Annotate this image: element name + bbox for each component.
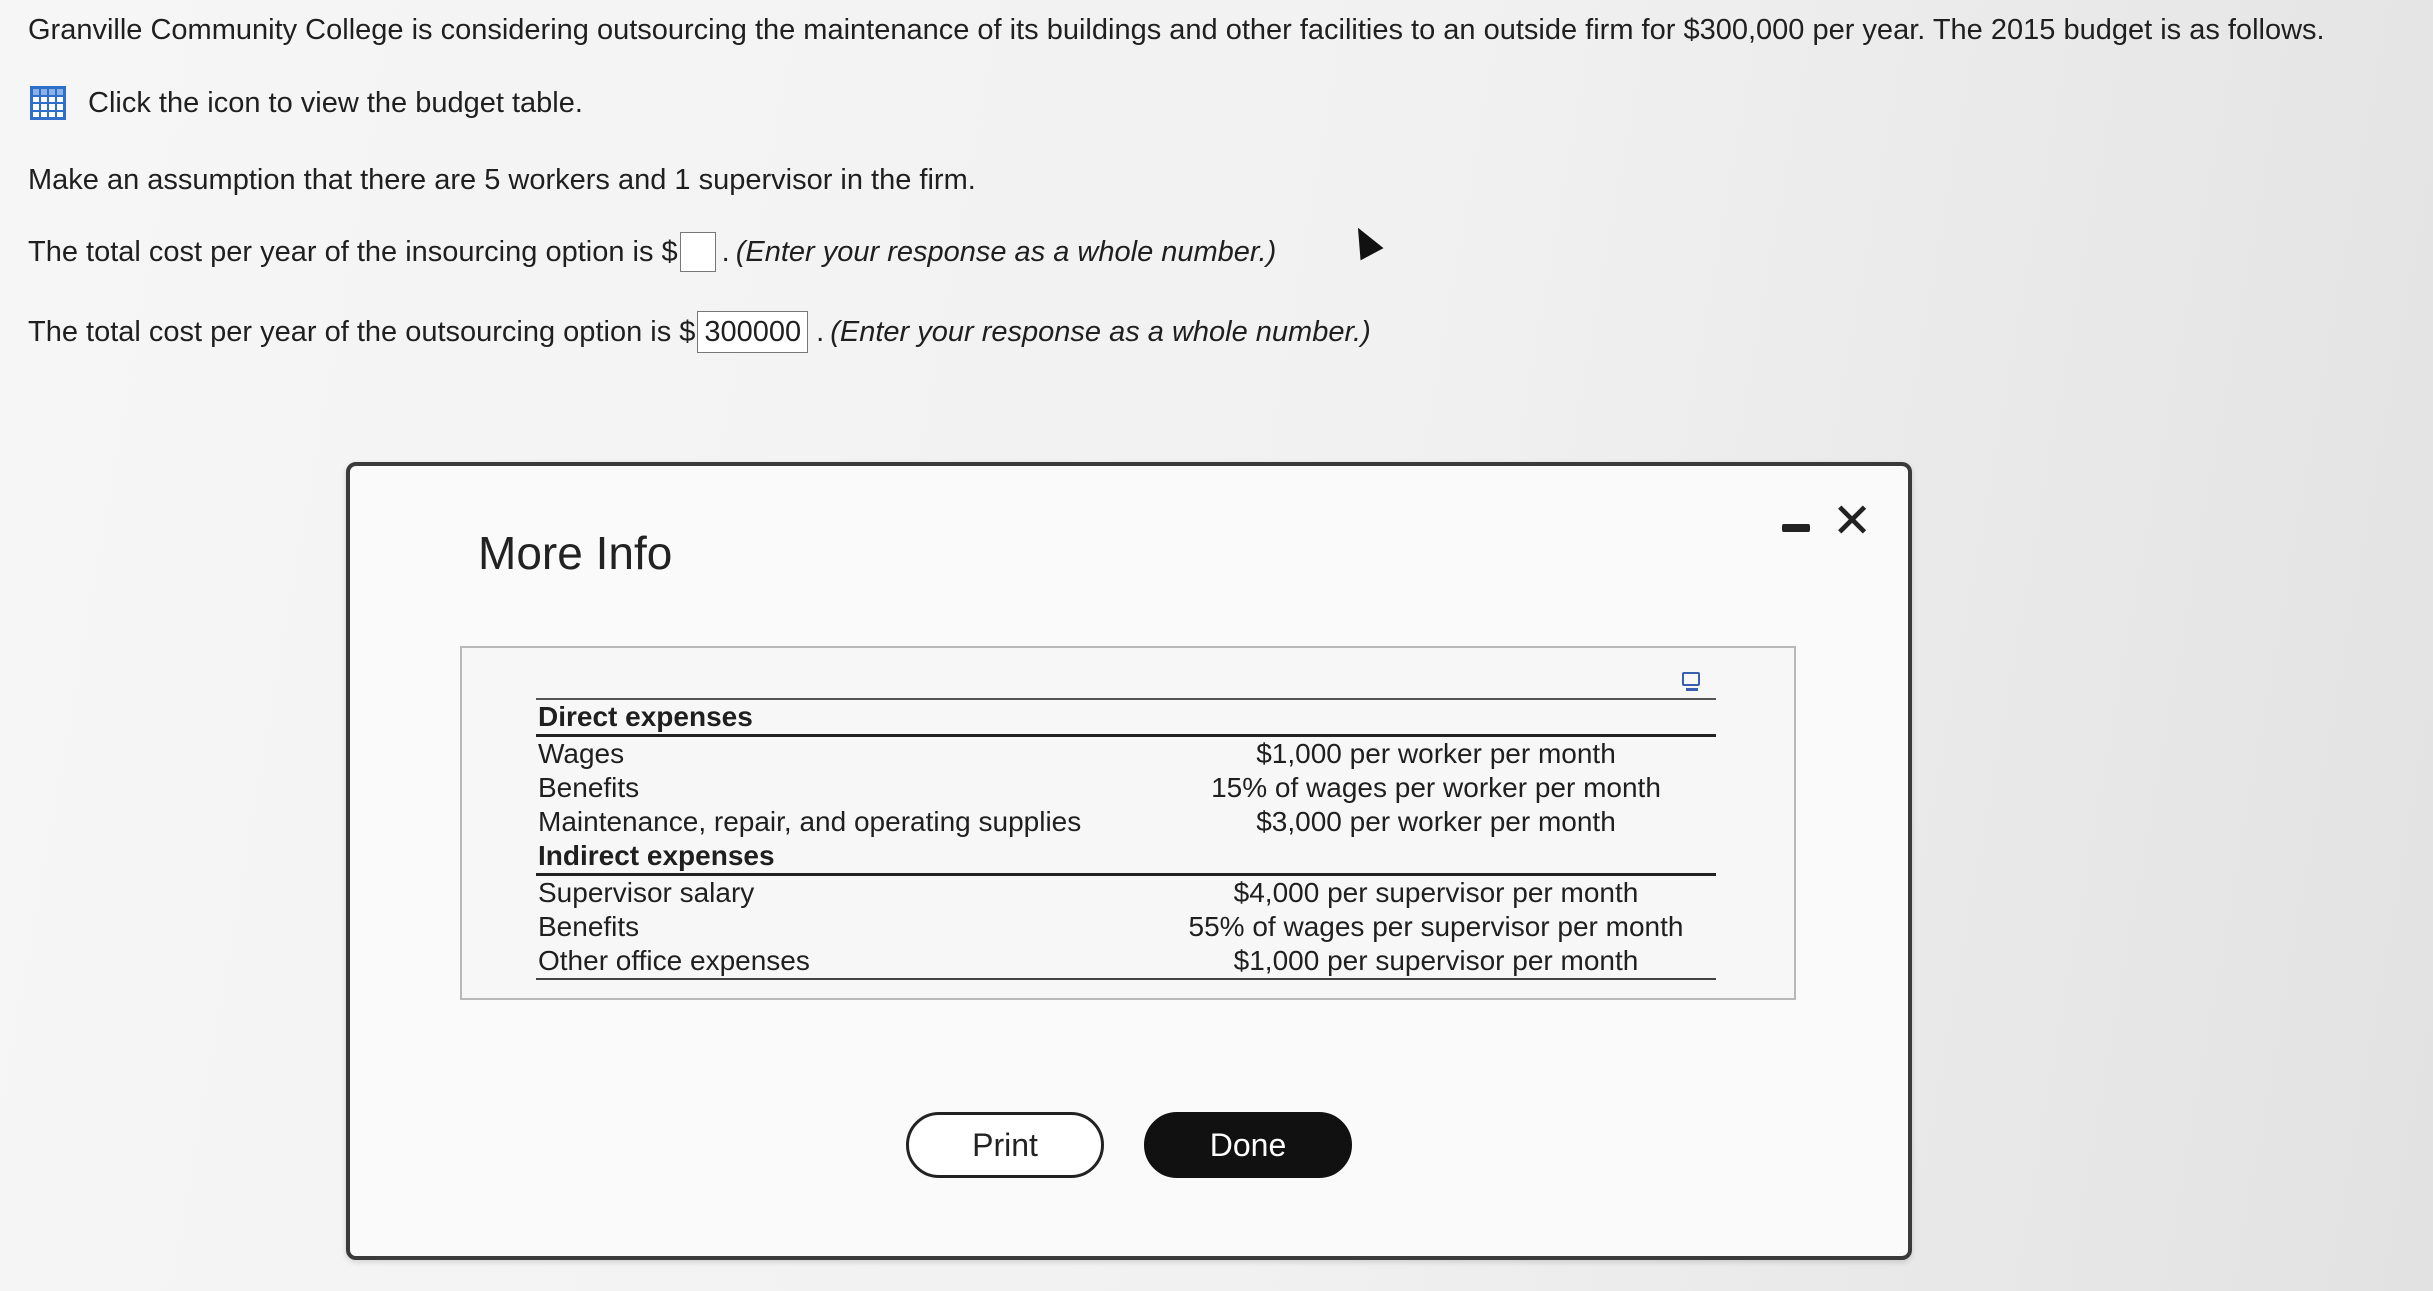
view-table-link[interactable] bbox=[30, 86, 583, 120]
section-header-indirect: Indirect expenses bbox=[536, 839, 1716, 875]
expand-icon[interactable] bbox=[1682, 672, 1700, 686]
table-row bbox=[536, 875, 1716, 911]
dialog-title: More Info bbox=[478, 527, 673, 579]
row-label: Other office expenses bbox=[536, 944, 1154, 979]
minimize-icon[interactable] bbox=[1782, 524, 1810, 532]
view-table-label: Click the icon to view the budget table. bbox=[88, 86, 583, 119]
insourcing-answer-input[interactable] bbox=[680, 232, 716, 272]
table-grid-icon[interactable] bbox=[30, 86, 66, 120]
row-value: $1,000 per supervisor per month bbox=[1154, 944, 1716, 979]
budget-table bbox=[536, 698, 1716, 980]
insourcing-hint: (Enter your response as a whole number.) bbox=[735, 235, 1277, 268]
table-row bbox=[536, 910, 1716, 944]
table-row bbox=[536, 771, 1716, 805]
table-row bbox=[536, 736, 1716, 772]
table-section-header bbox=[536, 839, 1716, 875]
table-section-header bbox=[536, 699, 1716, 736]
row-value: 55% of wages per supervisor per month bbox=[1188, 911, 1684, 942]
print-button[interactable]: Print bbox=[906, 1112, 1104, 1178]
row-value: $4,000 per supervisor per month bbox=[1233, 877, 1639, 908]
insourcing-question bbox=[28, 232, 1276, 272]
row-label: Maintenance, repair, and operating supplies bbox=[538, 806, 1082, 837]
row-value: $3,000 per worker per month bbox=[1256, 806, 1616, 837]
row-value: $1,000 per worker per month bbox=[1256, 738, 1616, 769]
assumption-text: Make an assumption that there are 5 workers and 1 supervisor in the firm. bbox=[28, 164, 976, 196]
budget-table-frame bbox=[460, 646, 1796, 1000]
close-icon[interactable]: ✕ bbox=[1832, 495, 1873, 548]
done-button[interactable]: Done bbox=[1144, 1112, 1352, 1178]
table-row bbox=[536, 805, 1716, 839]
row-label: Wages bbox=[538, 738, 625, 769]
row-value: 15% of wages per worker per month bbox=[1211, 772, 1661, 803]
table-row bbox=[536, 944, 1716, 979]
outsourcing-prefix: The total cost per year of the outsourcing option is $ bbox=[28, 315, 696, 348]
row-label: Supervisor salary bbox=[538, 877, 755, 908]
outsourcing-hint: (Enter your response as a whole number.) bbox=[830, 315, 1371, 348]
row-label: Benefits bbox=[538, 911, 640, 942]
more-info-dialog bbox=[346, 462, 1912, 1260]
section-header-direct: Direct expenses bbox=[536, 699, 1716, 736]
outsourcing-period: . bbox=[816, 315, 825, 348]
question-intro: Granville Community College is considering outsourcing the maintenance of its buildings and other facilities to an outside firm for $300,000 per year. The 2015 budget is as follows. bbox=[28, 14, 2325, 46]
mouse-cursor-icon bbox=[1346, 222, 1383, 261]
insourcing-prefix: The total cost per year of the insourcing option is $ bbox=[28, 235, 678, 268]
insourcing-period: . bbox=[721, 235, 730, 268]
outsourcing-answer-input[interactable]: 300000 bbox=[697, 311, 808, 353]
row-label: Benefits bbox=[538, 772, 640, 803]
outsourcing-question bbox=[28, 311, 1371, 353]
